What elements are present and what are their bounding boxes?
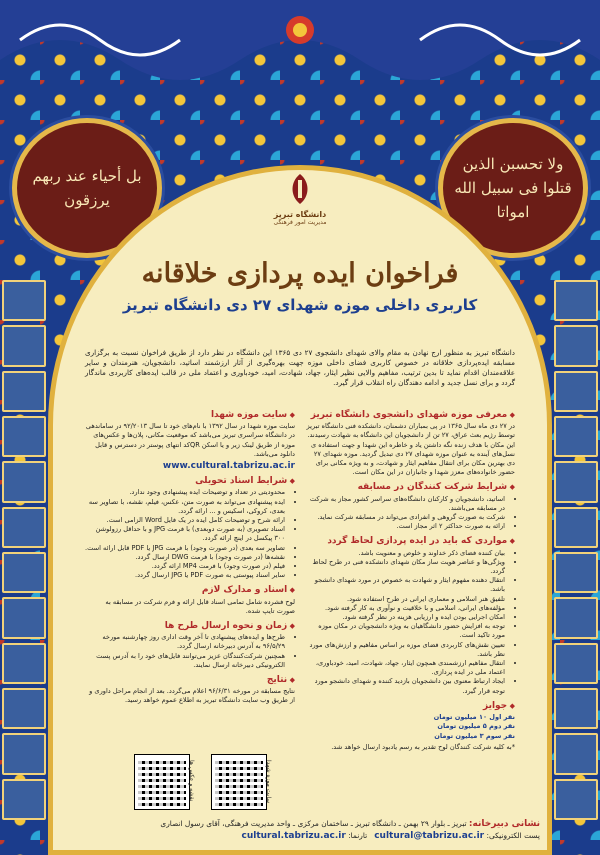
section-body: سایت موزه شهدا در سال ۱۳۹۲ با نام‌های خود تا سال ۹۲/۲۰۱۳ در ساماندهی در دانشگاه سراسری تبریز می‌باشد که موقعیت مکانی، پلان‌ها و عکس‌های موزه از طریق لینک زیر و یا اسکن QRکد انتهای پوستر در دسترس و قابل دانلود می‌باشد. [85,422,295,458]
section-body: لوح فشرده شامل تمامی اسناد قابل ارائه و فرم شرکت در مسابقه به صورت تایپ شده. [105,597,295,615]
section-heading: ◆ سایت موزه شهدا [85,411,295,420]
list-item: • طرح‌ها و ایده‌های پیشنهادی تا آخر وقت اداری روز چهارشنبه مورخه ۹۶/۵/۲۹ به آدرس دبیرخانه ارسال گردد. [85,633,285,651]
list [305,549,515,696]
section-heading: ◆ اسناد و مدارک لازم [85,586,295,595]
martyr-photos-left [2,280,46,820]
prize-note: *به کلیه شرکت کنندگان لوح تقدیر به رسم یادبود ارسال خواهد شد. [331,742,515,751]
list-item: • ایده پیشنهادی می‌تواند به صورت متن، عکس، فیلم، نقشه، با تصاویر سه بعدی، کروکی، اسکیس و ... ارائه گردد. [85,498,285,516]
list [85,633,295,670]
section-body: نتایج مسابقه در مورخه ۹۶/۶/۳۱ اعلام می‌گردد. بعد از انجام مراحل داوری و از طریق وب سایت دانشگاه تبریز به اطلاع عموم خواهد رسید. [89,687,295,705]
email-link[interactable]: cultural@tabrizu.ac.ir [374,831,485,841]
page-subtitle: کاربری داخلی موزه شهدای ۲۷ دی دانشگاه تبریز [122,296,478,314]
qr-code-museum-site[interactable] [212,755,266,809]
list-item: • اساتید، دانشجویان و کارکنان دانشگاه‌های سراسر کشور مجاز به شرکت در مسابقه می‌باشند. [305,495,505,513]
qr-code-maps[interactable] [135,755,189,809]
section-heading: ◆ معرفی موزه شهدای دانشجوی دانشگاه تبریز [305,411,515,420]
site-label: تارنما: [348,831,368,840]
prize-item: نفر اول ۱۰ میلیون تومان [433,713,515,722]
logo-dept: مدیریت امور فرهنگی [273,219,327,226]
site-link[interactable]: cultural.tabrizu.ac.ir [241,831,346,841]
list-item: • تصاویر سه بعدی (در صورت وجود) با فرمت JPG یا PDF قابل ارائه است. [85,544,285,553]
logo-name: دانشگاه تبریز [273,210,327,219]
list-item: • اسناد تصویری (به صورت دوبعدی) با فرمت JPG و با حداقل رزولوشن ۳۰۰ پیکسل در اینچ ارائه گردد. [85,525,285,543]
page-title: فراخوان ایده پردازی خلاقانه [141,258,459,289]
section-heading: ◆ مواردی که باید در ایده پردازی لحاظ گردد [305,537,515,546]
qr-label: نقشه و عکس ها [188,760,195,802]
prize-item: نفر سوم ۳ میلیون تومان [434,731,515,740]
top-arabesque [0,0,600,120]
qr-label: سایت موزه شهدا [265,760,272,804]
list-item: • بیان کننده فضای ذکر خداوند و خلوص و معنویت باشد. [305,549,505,558]
list-item: • محدودیتی در تعداد و توضیحات ایده پیشنهادی وجود ندارد. [85,488,285,497]
prize-item: نفر دوم ۵ میلیون تومان [437,722,515,731]
list-item: • شرکت به صورت گروهی و انفرادی می‌تواند در مسابقه شرکت نماید. [305,513,505,522]
footer-label: نشانی دبیرخانه: [468,819,540,829]
list-item: • تعیین نقش‌های کاربردی فضای موزه بر اساس مفاهیم و ارزش‌های مورد نظر باشد. [305,641,505,659]
section-heading: ◆ زمان و نحوه ارسال طرح ها [85,622,295,631]
list-item: • انتقال دهنده مفهوم ایثار و شهادت به خصوص در مورد شهدای دانشجو باشد. [305,576,505,594]
list-item: • ویژگی‌ها و عناصر هویت ساز مکان شهدای دانشکده فنی در طرح لحاظ گردد. [305,558,505,576]
prizes-heading: ◆ جوایز [305,702,515,711]
list-item: • فیلم (در صورت وجود) با فرمت MP4 ارائه گردد. [85,562,285,571]
list-item: • مؤلفه‌های ایرانی، اسلامی و با خلاقیت و نوآوری به کار گرفته شود. [305,604,505,613]
footer [60,818,540,842]
right-column [305,405,515,752]
martyr-photos-right [554,280,598,820]
calligraphy-left: بل أحیاء عند ربهم یرزقون [12,118,162,258]
list-item: • سایر اسناد پیوستی به صورت PDF یا JPG ارسال گردد. [85,571,285,580]
list-item: • انتقال مفاهیم ارزشمندی همچون ایثار، جهاد، شهادت، امید، خودباوری، اعتماد ملی در ایده پردازی. [305,659,505,677]
left-column [85,405,295,709]
list-item: • ایجاد ارتباط معنوی بین دانشجویان بازدید کننده و شهدای دانشجو مورد توجه قرار گیرد. [305,677,505,695]
list-item: • امکان اجرایی بودن ایده و ارزیابی هزینه در نظر گرفته شود. [305,613,505,622]
list-item: • نقشه‌ها (در صورت وجود) با فرمت DWG ارسال گردد. [85,553,285,562]
intro-text: دانشگاه تبریز به منظور ارج نهادن به مقام والای شهدای دانشجوی ۲۷ دی ۱۳۶۵ این دانشگاه در نظر دارد از طریق فراخوان نسبت به برگزاری مسابقه ایده‌پردازی خلاقانه در خصوص کاربری فضای داخلی موزه جهت بهره‌گیری از آثار ارزشمند اساتید، دانشجویان، هنرمندان و سایر علاقه‌مندان اقدام نماید تا بدین ترتیب، مفاهیم والایی نظیر ایثار، جهاد، شهادت، امید، خودباوری و اعتماد ملی در قالب ایده‌های کاربردی ماندگار گردد و برای نسل جدید و ادامه دهندگان راه انقلاب قرار گیرد. [85,348,515,387]
section-heading: ◆ شرایط شرکت کنندگان در مسابقه [305,483,515,492]
logo-icon [280,172,320,206]
list-item: • تلفیق هنر اسلامی و معماری ایرانی در طرح استفاده شود. [305,595,505,604]
section-heading: ◆ شرایط اسناد تحویلی [85,477,295,486]
list [305,495,515,532]
museum-site-link[interactable]: www.cultural.tabrizu.ac.ir [162,461,295,472]
list-item: • همچنین شرکت‌کنندگان عزیز می‌توانند فایل‌های خود را به آدرس پست الکترونیکی دبیرخانه ارسال نمایند. [85,652,285,670]
email-label: پست الکترونیکی: [486,831,540,840]
calligraphy-right: ولا تحسبن الذین قتلوا فی سبیل الله امواتا [438,118,588,258]
list [85,488,295,580]
list-item: • توجه به افزایش حضور دانشگاهیان به ویژه دانشجویان در مکان موزه مورد تاکید است. [305,622,505,640]
section-body: در ۲۷ دی ماه سال ۱۳۶۵ در پی بمباران دشمنان، دانشکده فنی دانشگاه تبریز توسط رژیم بعث عراق، ۲۷ تن از دانشجویان این دانشگاه به شهادت رسیدند. این مکان با هدف زنده نگه داشتن یاد و خاطره این شهدا و جهت استفاده ی نسل‌های آینده به عنوان موزه شهدای ۲۷ دی تبدیل گردید. موزه شهدای ۲۷ دی بهترین مکان برای انتقال مفاهیم ایثار و شهادت، و به ویژه مکانی برای حضور خانواده‌های معزز شهدا و جانبازان در این مکان است. [306,422,515,477]
list-item: • ارائه به صورت حداکثر ۲ اثر مجاز است. [305,522,505,531]
list-item: • ارائه شرح و توضیحات کامل ایده در یک فایل Word الزامی است. [85,516,285,525]
university-logo [250,172,350,226]
section-heading: ◆ نتایج [85,676,295,685]
footer-address: تبریز ـ بلوار ۲۹ بهمن ـ دانشگاه تبریز ـ ساختمان مرکزی ـ واحد مدیریت فرهنگی، آقای رسول انصاری [160,819,467,828]
